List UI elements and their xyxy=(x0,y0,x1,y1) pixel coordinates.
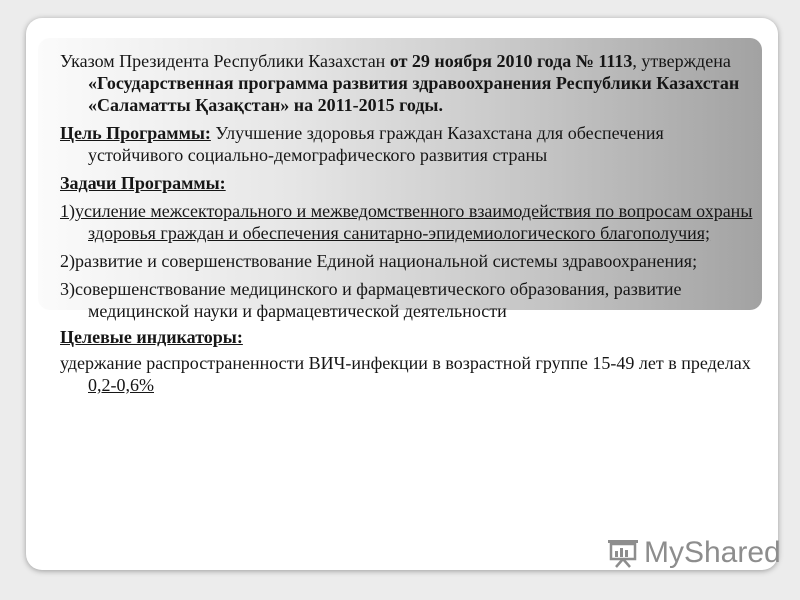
program-name: «Государственная программа развития здравоохранения Республики Казахстан «Саламатты Қазақстан» на 2011-2015 годы. xyxy=(88,73,740,115)
task-item-3-text: 3)совершенствование медицинского и фармацевтического образования, развитие медицинской науки и фармацевтической деятельности xyxy=(60,279,682,321)
indicators-label: Целевые индикаторы: xyxy=(60,327,243,347)
indicators-text: удержание распространенности ВИЧ-инфекции в возрастной группе 15-49 лет в пределах xyxy=(60,353,751,373)
decree-mid: , утверждена xyxy=(632,51,731,71)
goal-paragraph xyxy=(60,122,760,166)
presentation-board-icon xyxy=(606,538,640,568)
slide-content xyxy=(60,50,760,402)
goal-text: Улучшение здоровья граждан Казахстана для обеспечения устойчивого социально-демографического развития страны xyxy=(88,123,664,165)
task-item-1 xyxy=(60,200,760,244)
indicators-heading xyxy=(60,326,760,348)
goal-label: Цель Программы: xyxy=(60,123,211,143)
watermark-logo xyxy=(606,536,781,570)
indicators-value: 0,2-0,6% xyxy=(88,375,154,395)
watermark-text: MyShared xyxy=(644,536,781,569)
indicators-paragraph xyxy=(60,352,760,396)
decree-date: от 29 ноября 2010 года № 1113 xyxy=(389,51,633,71)
task-item-2 xyxy=(60,250,760,272)
tasks-label: Задачи Программы: xyxy=(60,173,226,193)
tasks-heading xyxy=(60,172,760,194)
task-item-2-text: 2)развитие и совершенствование Единой национальной системы здравоохранения; xyxy=(60,251,698,271)
task-item-1-text: 1)усиление межсекторального и межведомственного взаимодействия по вопросам охраны здоровья граждан и обеспечения санитарно-эпидемиологического благополучия; xyxy=(60,201,753,243)
decree-prefix: Указом Президента Республики Казахстан xyxy=(60,51,390,71)
task-item-3 xyxy=(60,278,760,322)
decree-paragraph xyxy=(60,50,760,116)
